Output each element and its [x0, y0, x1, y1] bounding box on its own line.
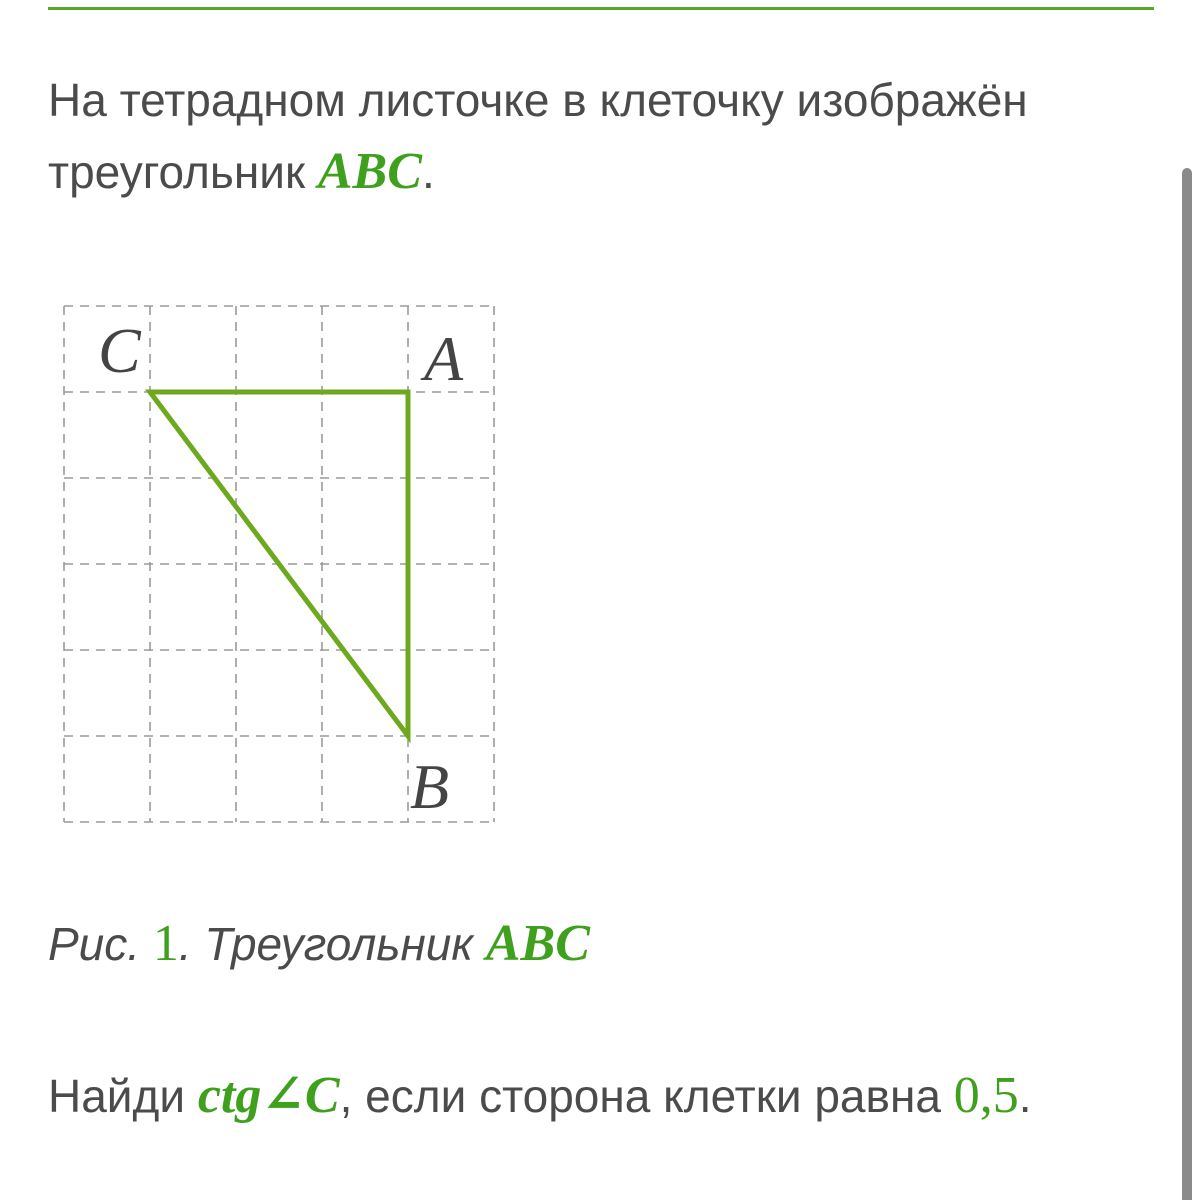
intro-period: . [421, 146, 435, 198]
triangle-figure [0, 0, 600, 900]
vertex-label-b: B [410, 751, 450, 822]
vertical-scrollbar[interactable] [1182, 168, 1192, 1200]
vertex-label-c: C [98, 315, 141, 386]
intro-line-1: На тетрадном листочке в клеточку изображён [48, 74, 1028, 126]
caption-prefix: Рис. [48, 918, 153, 970]
caption-triangle-name: ABC [485, 915, 590, 972]
figure-caption [48, 908, 590, 980]
question-text [48, 1060, 1032, 1132]
question-middle: , если сторона клетки равна [339, 1070, 954, 1122]
cell-side-value: 0,5 [953, 1067, 1019, 1124]
triangle-name: ABC [317, 143, 422, 200]
intro-line-2-prefix: треугольник [48, 146, 318, 198]
vertex-label-a: A [424, 323, 464, 394]
question-period: . [1018, 1070, 1032, 1122]
question-prefix: Найди [48, 1070, 198, 1122]
grid-diagram [0, 0, 600, 900]
question-expression: ctg∠C [197, 1067, 340, 1124]
caption-number: 1 [152, 915, 179, 972]
caption-middle: . Треугольник [178, 918, 486, 970]
